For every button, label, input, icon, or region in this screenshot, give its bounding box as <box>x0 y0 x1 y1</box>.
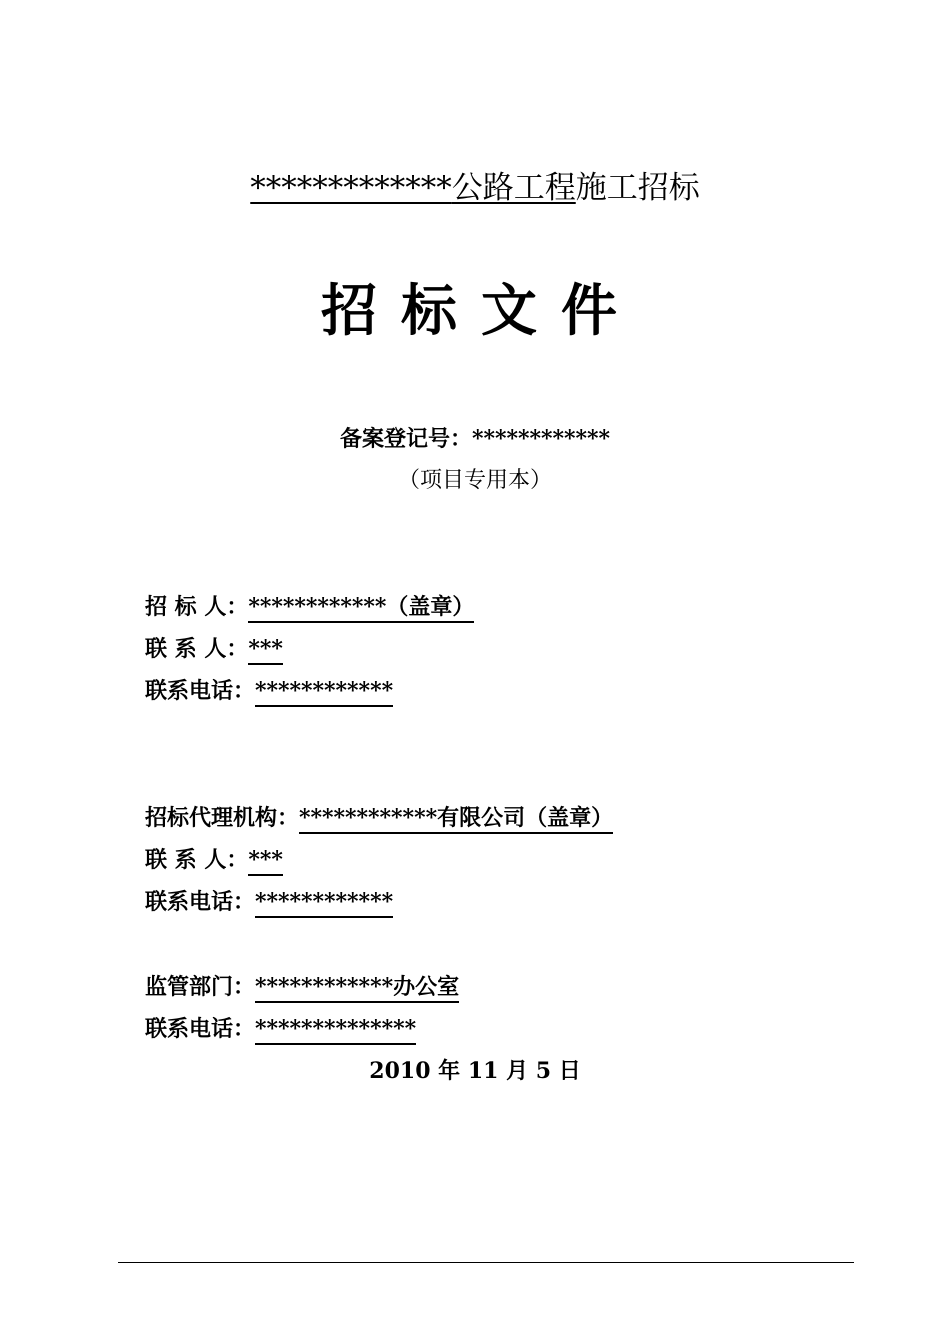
tenderer-contact-row <box>145 634 283 664</box>
tenderer-phone-value: ************ <box>255 678 393 707</box>
agency-phone-value: ************ <box>255 889 393 918</box>
project-title-rest: 施工招标 <box>575 170 700 206</box>
document-date: 2010 年 11 月 5 日 <box>369 1058 581 1084</box>
agency-contact-value: *** <box>248 847 283 876</box>
document-title: 招标文件 <box>321 278 641 344</box>
tenderer-value: ************（盖章） <box>248 594 474 623</box>
project-title-underlined: 公路工程 <box>451 170 576 206</box>
project-title <box>0 168 950 208</box>
agency-phone-label: 联系电话： <box>145 889 256 915</box>
agency-row <box>145 803 613 833</box>
agency-phone-row <box>145 887 393 917</box>
project-title-stars: ************* <box>250 170 452 206</box>
document-subtitle: （项目专用本） <box>397 468 552 493</box>
agency-value: ************有限公司（盖章） <box>299 805 613 834</box>
supervisor-label: 监管部门： <box>145 974 256 1000</box>
registration-label: 备案登记号： <box>339 426 472 452</box>
registration-number <box>0 424 950 454</box>
tenderer-label: 招 标 人： <box>145 594 249 620</box>
tenderer-phone-row <box>145 676 393 706</box>
supervisor-phone-row <box>145 1014 416 1044</box>
footer-divider <box>118 1262 854 1263</box>
registration-value: ************ <box>471 426 611 452</box>
agency-label: 招标代理机构： <box>145 805 300 831</box>
tenderer-phone-label: 联系电话： <box>145 678 256 704</box>
supervisor-phone-value: ************** <box>255 1016 416 1045</box>
supervisor-row <box>145 972 459 1002</box>
supervisor-value: ************办公室 <box>255 974 459 1003</box>
tenderer-contact-label: 联 系 人： <box>145 636 249 662</box>
tenderer-row <box>145 592 474 622</box>
supervisor-phone-label: 联系电话： <box>145 1016 256 1042</box>
agency-contact-label: 联 系 人： <box>145 847 249 873</box>
agency-contact-row <box>145 845 283 875</box>
tenderer-contact-value: *** <box>248 636 283 665</box>
